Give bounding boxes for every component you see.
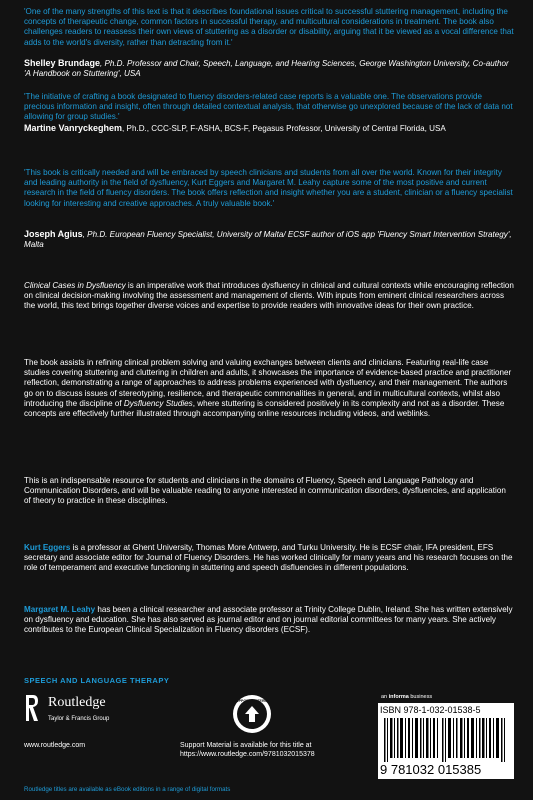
informa-suffix: business bbox=[408, 694, 433, 700]
publisher-group: Taylor & Francis Group bbox=[48, 716, 110, 722]
author-bio-text-1: is a professor at Ghent University, Thomas More Antwerp, and Turku University. He is ECSF chair, IFA president, EFS secretary and associate editor for Journal of Fluency Disorders. He has worked clinically for many years and his research focuses on the role of temperament and executive functioning in stuttering and speech disfluencies in different populations. bbox=[24, 543, 513, 573]
endorsement-attribution-2 bbox=[24, 123, 514, 134]
description-p2-start: The book assists in refining clinical problem solving and valuing exchanges between clients and clinicians. Featuring real-life case studies covering stuttering and cluttering in children and adults, it showcases the importance of evidence-based practice and practitioner reflection, demonstrating a range of approaches to address problems experienced with dysfluency, and their management. The authors go on to discuss issues of stereotyping, resilience, and therapeutic commonalities in general, and in multicultural contexts, whilst also introducing the discipline of bbox=[24, 358, 512, 408]
author-name-2: Margaret M. Leahy bbox=[24, 605, 96, 614]
barcode-number: 9 781032 015385 bbox=[380, 762, 482, 777]
dysfluency-studies-term: Dysfluency Studies bbox=[123, 398, 193, 408]
author-bio-2 bbox=[24, 605, 514, 636]
support-material-badge-icon bbox=[232, 694, 272, 734]
author-name-1: Kurt Eggers bbox=[24, 543, 71, 552]
subject-category: SPEECH AND LANGUAGE THERAPY bbox=[24, 676, 170, 685]
description-p1-text: is an imperative work that introduces dysfluency in clinical and cultural contexts while encouraging reflection on clinical decision-making involving the assessment and management of clients. With inputs from eminent clinical researchers across the world, this text brings together diverse voices and expertise to provide readers with innovative ideas for their own practice. bbox=[24, 281, 514, 311]
routledge-r-icon bbox=[24, 693, 40, 723]
description-paragraph-1 bbox=[24, 281, 514, 312]
endorsement-attribution-1 bbox=[24, 58, 514, 79]
endorsement-quote-2: 'The initiative of crafting a book designated to fluency disorders-related case reports is a valuable one. The observations provide precious information and insight, often through detailed contextual analysis, that otherwise go unexplored because of the lack of data not allowing for group studies.' bbox=[24, 92, 513, 122]
publisher-website[interactable]: www.routledge.com bbox=[24, 742, 86, 749]
author-bio-text-2: has been a clinical researcher and associate professor at Trinity College Dublin, Ireland. She has written extensively on dysfluency and education. She has also served as journal editor and on journal editorial committees for many years. She actively contributes to the European Clinical Specialization in Fluency disorders (ECSF). bbox=[24, 605, 513, 635]
endorsement-quote-3: 'This book is critically needed and will be embraced by speech clinicians and students from all over the world. Known for their integrity and leading authority in the field of dysfluency, Kurt Eggers and Margaret M. Leahy capture some of the most positive and current research in the field of fluency disorders. The book offers reflection and insight whether you are a student, clinician or a fluency specialist looking for interesting and creative approaches. A truly valuable book.' bbox=[24, 168, 513, 208]
support-material-note bbox=[180, 742, 340, 759]
informa-word: informa bbox=[388, 694, 409, 700]
barcode-icon bbox=[384, 718, 510, 762]
endorser-credential-1: , Ph.D. Professor and Chair, Speech, Language, and Hearing Sciences, George Washington University, Co-author 'A Handbook on Stuttering', USA bbox=[24, 59, 509, 79]
description-p2-end: , where stuttering is considered positively in its complexity and not as a disorder. These concepts are effectively further illustrated through accompanying online resources including videos, and weblinks. bbox=[24, 398, 505, 419]
ebook-note: Routledge titles are available as eBook editions in a range of digital formats bbox=[24, 786, 231, 793]
description-paragraph-2 bbox=[24, 358, 514, 419]
endorser-credential-2: , Ph.D., CCC-SLP, F-ASHA, BCS-F, Pegasus Professor, University of Central Florida, USA bbox=[122, 124, 446, 133]
publisher-logo bbox=[24, 693, 144, 739]
support-line-1: Support Material is available for this title at bbox=[180, 742, 312, 749]
description-paragraph-3: This is an indispensable resource for students and clinicians in the domains of Fluency, Speech and Language Pathology and Communication Disorders, and will be valuable reading to anyone interested in communication disorders, dysfluencies, and application of theory to practice in these disciplines. bbox=[24, 476, 506, 506]
support-url[interactable]: https://www.routledge.com/9781032015378 bbox=[180, 750, 315, 758]
informa-business-tag bbox=[381, 694, 432, 700]
informa-prefix: an bbox=[381, 694, 389, 700]
endorser-name-1: Shelley Brundage bbox=[24, 58, 101, 68]
endorser-credential-3: , Ph.D. European Fluency Specialist, University of Malta/ ECSF author of iOS app 'Fluency Smart Intervention Strategy', Malta bbox=[24, 230, 512, 250]
publisher-name: Routledge bbox=[48, 695, 106, 710]
endorsement-attribution-3 bbox=[24, 229, 514, 250]
isbn-text: ISBN 978-1-032-01538-5 bbox=[380, 705, 481, 715]
endorsement-quote-1: 'One of the many strengths of this text is that it describes foundational issues critical to successful stuttering management, including the concepts of therapeutic change, common factors in successful therapy, and multicultural considerations in treatment. The book also challenges readers to reassess their own views of stuttering as a disorder or disability, arguing that it be viewed as a vocal difference that adds to the world's diversity, rather than detracting from it.' bbox=[24, 7, 514, 47]
endorser-name-2: Martine Vanryckeghem bbox=[24, 123, 123, 133]
badge-label: SUPPORT MATERIAL bbox=[233, 699, 271, 703]
book-title: Clinical Cases in Dysfluency bbox=[24, 281, 126, 290]
author-bio-1 bbox=[24, 543, 514, 574]
endorser-name-3: Joseph Agius bbox=[24, 229, 83, 239]
